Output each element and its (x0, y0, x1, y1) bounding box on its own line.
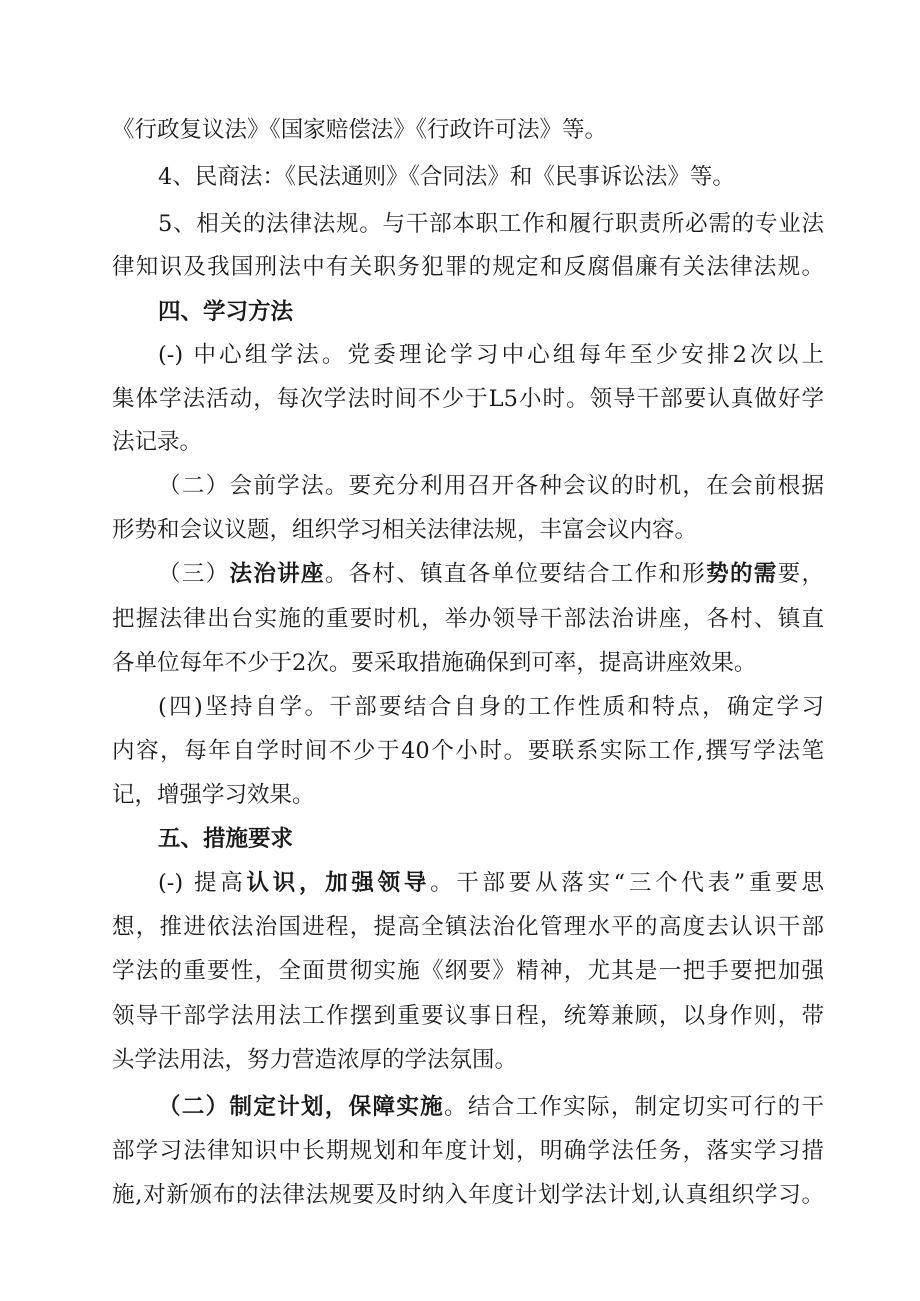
text-line: 学法的重要性，全面贯彻实施《纲要》精神，尤其是一把手要把加强 (112, 958, 824, 984)
text-line: (四)坚持自学。干部要结合自身的工作性质和特点，确定学习 (158, 694, 824, 720)
text-run: 要， (777, 561, 824, 587)
text-run: (-) 提高 (158, 870, 247, 896)
text-run: 。各村、镇直各单位要结合工作和形 (324, 561, 707, 587)
text-line: （二）会前学法。要充分利用召开各种会议的时机，在会前根据 (158, 473, 824, 499)
text-line: 部学习法律知识中长期规划和年度计划，明确学法任务，落实学习措 (112, 1138, 824, 1164)
text-line: 律知识及我国刑法中有关职务犯罪的规定和反腐倡廉有关法律法规。 (112, 254, 824, 280)
section-heading: 四、学习方法 (158, 299, 294, 325)
text-line: 5、相关的法律法规。与干部本职工作和履行职责所必需的专业法 (158, 211, 824, 237)
text-line: 内容，每年自学时间不少于40个小时。要联系实际工作,撰写学法笔 (112, 738, 824, 764)
text-line: 4、民商法：《民法通则》《合同法》和《民事诉讼法》等。 (158, 164, 735, 190)
text-line (158, 1092, 824, 1122)
bold-run: 认识，加强领导 (246, 870, 431, 896)
text-line: 集体学法活动，每次学法时间不少于L5小时。领导干部要认真做好学 (112, 386, 824, 412)
text-line (158, 868, 824, 898)
text-line: 各单位每年不少于2次。要采取措施确保到可率，提高讲座效果。 (112, 650, 757, 676)
text-line: 记，增强学习效果。 (112, 782, 315, 808)
text-line (158, 559, 824, 589)
bold-run: 势的需 (706, 561, 778, 587)
text-run: （三） (158, 561, 230, 587)
text-line: 《行政复议法》《国家赔偿法》《行政许可法》等。 (112, 117, 608, 143)
bold-run: 法治讲座 (229, 561, 325, 587)
text-line: 领导干部学法用法工作摆到重要议事日程，统筹兼顾，以身作则，带 (112, 1003, 824, 1029)
text-line: 施,对新颁布的法律法规要及时纳入年度计划学法计划,认真组织学习。 (112, 1182, 824, 1208)
text-line: 形势和会议议题，组织学习相关法律法规，丰富会议内容。 (112, 517, 698, 543)
text-run: 。结合工作实际，制定切实可行的干 (444, 1094, 824, 1120)
text-line: 法记录。 (112, 429, 203, 455)
text-run: 。干部要从落实“三个代表”重要思 (430, 870, 824, 896)
section-heading: 五、措施要求 (158, 826, 294, 852)
text-line: 把握法律出台实施的重要时机，举办领导干部法治讲座，各村、镇直 (112, 606, 824, 632)
text-line: 想，推进依法治国进程，提高全镇法治化管理水平的高度去认识干部 (112, 914, 824, 940)
text-line: (-) 中心组学法。党委理论学习中心组每年至少安排2次以上 (158, 342, 824, 368)
text-line: 头学法用法，努力营造浓厚的学法氛围。 (112, 1047, 518, 1073)
bold-run: （二）制定计划，保障实施 (158, 1094, 444, 1120)
